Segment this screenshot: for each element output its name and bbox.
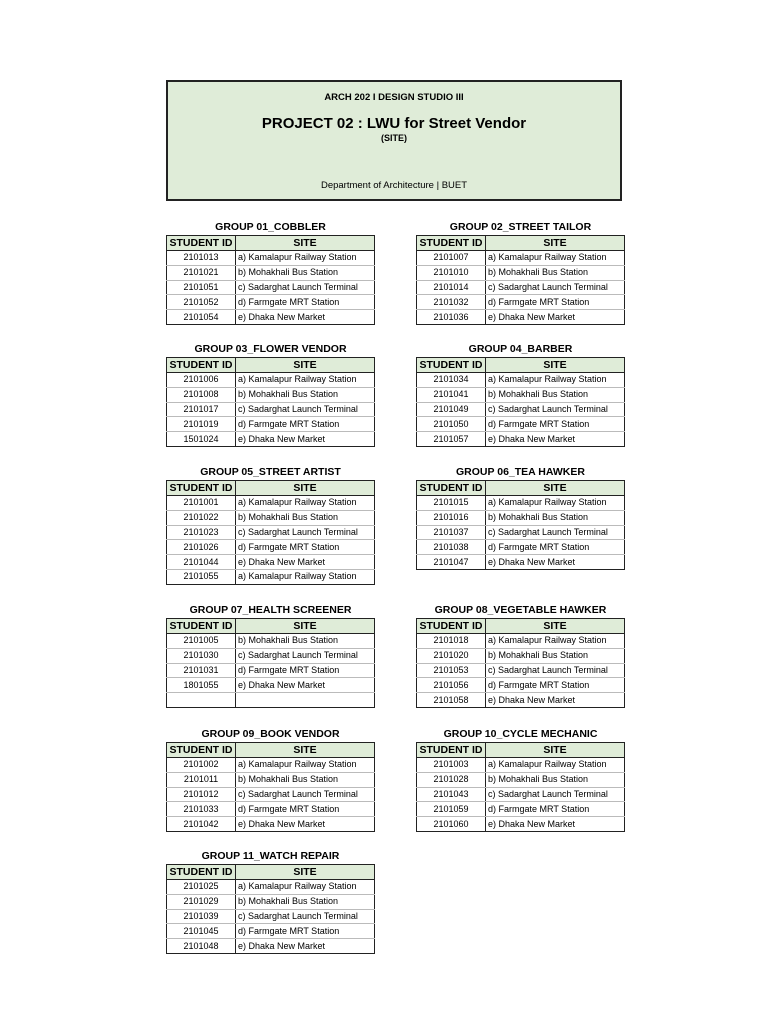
table-row [167, 251, 375, 266]
site-cell: c) Sadarghat Launch Terminal [236, 280, 375, 295]
table-row [167, 555, 375, 570]
student-id-cell: 2101038 [417, 540, 486, 555]
table-row [417, 634, 625, 649]
group-title: GROUP 10_CYCLE MECHANIC [443, 728, 598, 740]
student-id-cell: 2101050 [417, 417, 486, 432]
table-row [417, 251, 625, 266]
site-cell: a) Kamalapur Railway Station [236, 880, 375, 895]
student-id-cell: 2101039 [167, 909, 236, 924]
group-title: GROUP 09_BOOK VENDOR [201, 728, 340, 740]
project-header [166, 80, 622, 201]
site-cell: d) Farmgate MRT Station [486, 540, 625, 555]
table-header-row [167, 865, 375, 880]
group-title: GROUP 08_VEGETABLE HAWKER [434, 604, 607, 616]
table-row [167, 417, 375, 432]
student-id-cell: 1801055 [167, 678, 236, 693]
site-cell: b) Mohakhali Bus Station [236, 510, 375, 525]
table-header-row [417, 619, 625, 634]
table-row [167, 880, 375, 895]
student-id-cell: 2101028 [417, 772, 486, 787]
table-row [167, 387, 375, 402]
group-block [166, 219, 375, 325]
group-table [416, 618, 625, 708]
student-id-cell: 2101005 [167, 634, 236, 649]
student-id-cell: 2101053 [417, 663, 486, 678]
site-header: SITE [236, 236, 375, 251]
student-id-cell: 2101055 [167, 569, 236, 584]
student-id-header: STUDENT ID [167, 236, 236, 251]
site-header: SITE [236, 358, 375, 373]
student-id-cell: 2101058 [417, 693, 486, 708]
table-row [417, 693, 625, 708]
student-id-cell: 2101048 [167, 939, 236, 954]
table-row [167, 540, 375, 555]
group-table [166, 357, 375, 447]
site-cell: d) Farmgate MRT Station [236, 663, 375, 678]
table-header-row [167, 743, 375, 758]
group-block [416, 341, 625, 447]
table-row [417, 417, 625, 432]
student-id-cell: 2101057 [417, 432, 486, 447]
site-cell: b) Mohakhali Bus Station [236, 894, 375, 909]
group-table [416, 480, 625, 570]
site-cell: a) Kamalapur Railway Station [236, 251, 375, 266]
site-cell: a) Kamalapur Railway Station [486, 634, 625, 649]
site-cell: b) Mohakhali Bus Station [486, 772, 625, 787]
site-cell: b) Mohakhali Bus Station [486, 265, 625, 280]
site-cell: c) Sadarghat Launch Terminal [486, 787, 625, 802]
student-id-cell: 2101002 [167, 758, 236, 773]
student-id-cell: 2101026 [167, 540, 236, 555]
table-row [167, 909, 375, 924]
student-id-cell: 2101008 [167, 387, 236, 402]
table-row [167, 402, 375, 417]
site-header: SITE [486, 481, 625, 496]
student-id-cell: 2101056 [417, 678, 486, 693]
table-header-row [167, 481, 375, 496]
table-header-row [417, 236, 625, 251]
project-subtitle: (SITE) [381, 133, 407, 143]
table-row [417, 387, 625, 402]
site-header: SITE [486, 236, 625, 251]
table-row [167, 648, 375, 663]
student-id-cell: 2101022 [167, 510, 236, 525]
site-cell: d) Farmgate MRT Station [236, 295, 375, 310]
student-id-cell: 2101051 [167, 280, 236, 295]
student-id-cell: 2101054 [167, 310, 236, 325]
table-row [167, 265, 375, 280]
table-row [417, 802, 625, 817]
table-header-row [417, 481, 625, 496]
group-block [166, 341, 375, 447]
table-row [417, 265, 625, 280]
table-row [167, 525, 375, 540]
table-header-row [167, 619, 375, 634]
site-cell: c) Sadarghat Launch Terminal [236, 787, 375, 802]
student-id-cell: 2101030 [167, 648, 236, 663]
group-table [416, 357, 625, 447]
table-row [167, 817, 375, 832]
student-id-cell: 2101025 [167, 880, 236, 895]
student-id-cell: 2101029 [167, 894, 236, 909]
student-id-cell: 2101012 [167, 787, 236, 802]
student-id-cell: 2101041 [417, 387, 486, 402]
student-id-header: STUDENT ID [167, 619, 236, 634]
site-cell: c) Sadarghat Launch Terminal [236, 909, 375, 924]
table-row [167, 569, 375, 584]
student-id-cell: 2101044 [167, 555, 236, 570]
site-cell: e) Dhaka New Market [486, 817, 625, 832]
site-cell: b) Mohakhali Bus Station [236, 265, 375, 280]
student-id-header: STUDENT ID [417, 481, 486, 496]
student-id-cell: 2101023 [167, 525, 236, 540]
site-cell: d) Farmgate MRT Station [236, 417, 375, 432]
site-cell: d) Farmgate MRT Station [486, 678, 625, 693]
table-row [167, 432, 375, 447]
table-row [167, 924, 375, 939]
site-cell: e) Dhaka New Market [486, 432, 625, 447]
student-id-cell: 2101031 [167, 663, 236, 678]
table-row [167, 787, 375, 802]
student-id-cell: 2101052 [167, 295, 236, 310]
table-header-row [417, 743, 625, 758]
student-id-cell: 2101017 [167, 402, 236, 417]
site-cell [236, 693, 375, 708]
group-title: GROUP 05_STREET ARTIST [200, 466, 341, 478]
site-cell: e) Dhaka New Market [486, 555, 625, 570]
site-cell: e) Dhaka New Market [236, 678, 375, 693]
table-row [167, 496, 375, 511]
group-block [416, 602, 625, 708]
table-row [167, 295, 375, 310]
table-row [417, 540, 625, 555]
student-id-cell: 2101013 [167, 251, 236, 266]
group-title: GROUP 03_FLOWER VENDOR [194, 343, 347, 355]
student-id-cell: 2101019 [167, 417, 236, 432]
student-id-cell: 2101033 [167, 802, 236, 817]
student-id-header: STUDENT ID [167, 865, 236, 880]
site-cell: a) Kamalapur Railway Station [236, 758, 375, 773]
table-row [167, 634, 375, 649]
student-id-cell: 2101015 [417, 496, 486, 511]
student-id-cell: 2101042 [167, 817, 236, 832]
table-row [417, 787, 625, 802]
table-row [167, 663, 375, 678]
group-table [166, 864, 375, 954]
group-title: GROUP 02_STREET TAILOR [449, 221, 592, 233]
table-row [167, 894, 375, 909]
student-id-cell: 2101043 [417, 787, 486, 802]
student-id-header: STUDENT ID [417, 358, 486, 373]
table-row [417, 663, 625, 678]
student-id-header: STUDENT ID [417, 743, 486, 758]
table-row [167, 802, 375, 817]
site-cell: d) Farmgate MRT Station [486, 417, 625, 432]
group-block [416, 464, 625, 570]
site-cell: b) Mohakhali Bus Station [236, 387, 375, 402]
site-cell: a) Kamalapur Railway Station [486, 496, 625, 511]
table-row [417, 525, 625, 540]
student-id-header: STUDENT ID [167, 481, 236, 496]
site-cell: e) Dhaka New Market [236, 817, 375, 832]
table-header-row [167, 358, 375, 373]
table-row [417, 510, 625, 525]
table-row [167, 373, 375, 388]
site-cell: a) Kamalapur Railway Station [486, 373, 625, 388]
student-id-header: STUDENT ID [167, 358, 236, 373]
group-title: GROUP 04_BARBER [468, 343, 573, 355]
site-cell: a) Kamalapur Railway Station [236, 569, 375, 584]
site-cell: c) Sadarghat Launch Terminal [486, 663, 625, 678]
student-id-cell: 2101014 [417, 280, 486, 295]
student-id-cell: 2101006 [167, 373, 236, 388]
department-label: Department of Architecture | BUET [320, 180, 468, 191]
table-row [417, 496, 625, 511]
table-row [417, 817, 625, 832]
student-id-cell: 2101060 [417, 817, 486, 832]
group-table [166, 742, 375, 832]
student-id-cell: 2101049 [417, 402, 486, 417]
site-cell: c) Sadarghat Launch Terminal [236, 648, 375, 663]
student-id-header: STUDENT ID [417, 619, 486, 634]
site-cell: a) Kamalapur Railway Station [486, 251, 625, 266]
group-block [416, 726, 625, 832]
student-id-header: STUDENT ID [417, 236, 486, 251]
group-block [416, 219, 625, 325]
student-id-cell: 2101020 [417, 648, 486, 663]
table-row [167, 510, 375, 525]
site-cell: b) Mohakhali Bus Station [486, 387, 625, 402]
group-title: GROUP 07_HEALTH SCREENER [189, 604, 352, 616]
table-row [417, 402, 625, 417]
group-title: GROUP 01_COBBLER [215, 221, 326, 233]
group-block [166, 602, 375, 708]
student-id-cell: 1501024 [167, 432, 236, 447]
student-id-cell: 2101037 [417, 525, 486, 540]
student-id-header: STUDENT ID [167, 743, 236, 758]
table-row [417, 758, 625, 773]
site-cell: b) Mohakhali Bus Station [236, 772, 375, 787]
site-cell: a) Kamalapur Railway Station [236, 373, 375, 388]
site-cell: c) Sadarghat Launch Terminal [236, 402, 375, 417]
table-header-row [417, 358, 625, 373]
table-row [417, 555, 625, 570]
table-row [167, 693, 375, 708]
table-row [167, 280, 375, 295]
student-id-cell: 2101018 [417, 634, 486, 649]
student-id-cell: 2101036 [417, 310, 486, 325]
site-cell: b) Mohakhali Bus Station [236, 634, 375, 649]
site-cell: c) Sadarghat Launch Terminal [486, 402, 625, 417]
table-row [417, 280, 625, 295]
student-id-cell: 2101001 [167, 496, 236, 511]
table-row [167, 772, 375, 787]
site-cell: d) Farmgate MRT Station [486, 295, 625, 310]
group-table [416, 235, 625, 325]
table-row [167, 758, 375, 773]
group-table [416, 742, 625, 832]
table-row [417, 310, 625, 325]
site-header: SITE [236, 743, 375, 758]
course-title: ARCH 202 I DESIGN STUDIO III [324, 92, 464, 103]
table-row [417, 678, 625, 693]
student-id-cell: 2101016 [417, 510, 486, 525]
site-cell: d) Farmgate MRT Station [236, 540, 375, 555]
group-title: GROUP 06_TEA HAWKER [456, 466, 585, 478]
group-block [166, 726, 375, 832]
site-cell: a) Kamalapur Railway Station [486, 758, 625, 773]
student-id-cell: 2101045 [167, 924, 236, 939]
group-title: GROUP 11_WATCH REPAIR [201, 850, 340, 862]
site-cell: d) Farmgate MRT Station [236, 802, 375, 817]
student-id-cell: 2101034 [417, 373, 486, 388]
site-cell: c) Sadarghat Launch Terminal [236, 525, 375, 540]
student-id-cell: 2101047 [417, 555, 486, 570]
student-id-cell: 2101011 [167, 772, 236, 787]
group-table [166, 480, 375, 585]
student-id-cell: 2101010 [417, 265, 486, 280]
site-header: SITE [486, 743, 625, 758]
table-row [167, 678, 375, 693]
table-row [417, 295, 625, 310]
site-cell: b) Mohakhali Bus Station [486, 648, 625, 663]
table-header-row [167, 236, 375, 251]
table-row [417, 648, 625, 663]
group-block [166, 848, 375, 954]
group-block [166, 464, 375, 585]
student-id-cell: 2101032 [417, 295, 486, 310]
student-id-cell: 2101007 [417, 251, 486, 266]
site-cell: b) Mohakhali Bus Station [486, 510, 625, 525]
site-cell: c) Sadarghat Launch Terminal [486, 525, 625, 540]
student-id-cell: 2101021 [167, 265, 236, 280]
table-row [417, 373, 625, 388]
site-header: SITE [486, 358, 625, 373]
site-cell: e) Dhaka New Market [486, 693, 625, 708]
site-header: SITE [486, 619, 625, 634]
site-cell: c) Sadarghat Launch Terminal [486, 280, 625, 295]
project-title: PROJECT 02 : LWU for Street Vendor [261, 115, 527, 132]
student-id-cell [167, 693, 236, 708]
site-cell: e) Dhaka New Market [486, 310, 625, 325]
site-header: SITE [236, 619, 375, 634]
site-cell: e) Dhaka New Market [236, 432, 375, 447]
site-cell: e) Dhaka New Market [236, 555, 375, 570]
table-row [417, 432, 625, 447]
table-row [167, 310, 375, 325]
site-header: SITE [236, 481, 375, 496]
group-table [166, 618, 375, 708]
site-cell: e) Dhaka New Market [236, 939, 375, 954]
table-row [417, 772, 625, 787]
site-cell: a) Kamalapur Railway Station [236, 496, 375, 511]
site-cell: d) Farmgate MRT Station [236, 924, 375, 939]
site-cell: d) Farmgate MRT Station [486, 802, 625, 817]
table-row [167, 939, 375, 954]
site-cell: e) Dhaka New Market [236, 310, 375, 325]
student-id-cell: 2101059 [417, 802, 486, 817]
student-id-cell: 2101003 [417, 758, 486, 773]
site-header: SITE [236, 865, 375, 880]
group-table [166, 235, 375, 325]
